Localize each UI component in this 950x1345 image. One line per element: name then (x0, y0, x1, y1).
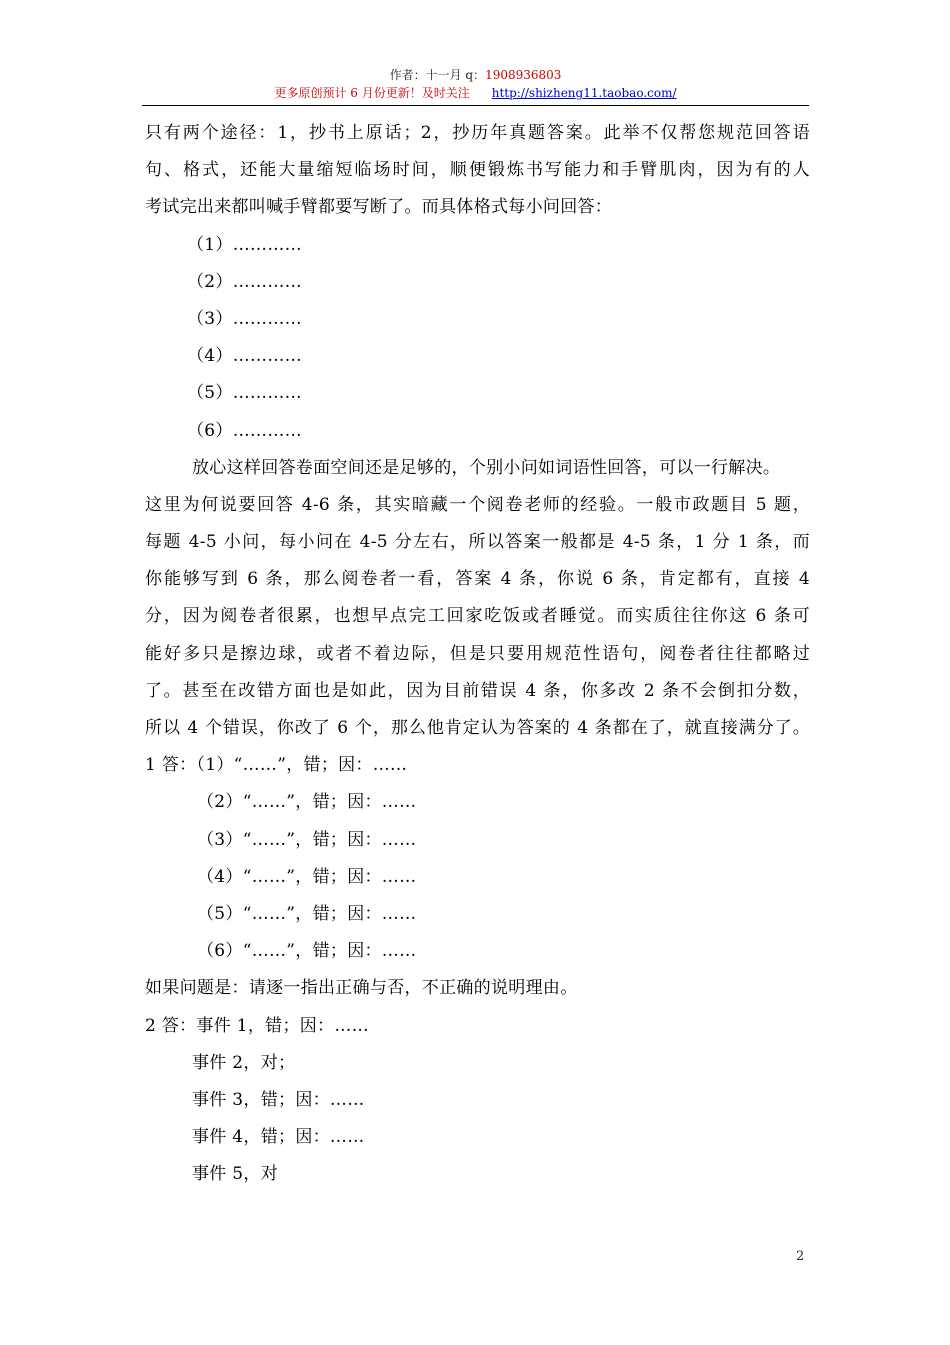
answer-line: 事件 4，错；因：…… (192, 1127, 365, 1148)
paragraph-line: 这里为何说要回答 4-6 条，其实暗藏一个阅卷老师的经验。一般市政题目 5 题， (145, 494, 810, 515)
paragraph-line: 能好多只是擦边球，或者不着边际，但是只要用规范性语句，阅卷者往往都略过 (145, 643, 810, 664)
author-line (142, 66, 809, 84)
answer-line: （5）“……”，错；因：…… (197, 903, 417, 924)
header-divider (142, 105, 809, 106)
list-item: （4）………… (187, 346, 302, 367)
paragraph-line: 分，因为阅卷者很累，也想早点完工回家吃饭或者睡觉。而实质往往你这 6 条可 (145, 606, 810, 627)
answer-line: （2）“……”，错；因：…… (197, 792, 417, 813)
list-item: （3）………… (187, 308, 302, 329)
document-body (145, 115, 810, 1193)
paragraph-line: 只有两个途径：1，抄书上原话；2，抄历年真题答案。此举不仅帮您规范回答语 (145, 123, 810, 143)
paragraph-line: 句、格式，还能大量缩短临场时间，顺便锻炼书写能力和手臂肌肉，因为有的人 (145, 160, 810, 181)
answer-line: （3）“……”，错；因：…… (197, 829, 417, 850)
shop-link[interactable]: http://shizheng11.taobao.com/ (491, 86, 677, 100)
list-item: （2）………… (187, 271, 302, 292)
answer-line: 2 答：事件 1，错；因：…… (145, 1015, 369, 1036)
paragraph-line: 考试完出来都叫喊手臂都要写断了。而具体格式每小问回答： (145, 197, 613, 218)
paragraph-line: 放心这样回答卷面空间还是足够的，个别小问如词语性回答，可以一行解决。 (192, 457, 781, 478)
paragraph-line: 了。甚至在改错方面也是如此，因为目前错误 4 条，你多改 2 条不会倒扣分数， (145, 680, 810, 701)
answer-line: 1 答：（1）“……”，错；因：…… (145, 755, 408, 776)
author-label: 作者：十一月 q： (389, 68, 486, 82)
paragraph-line: 如果问题是：请逐一指出正确与否，不正确的说明理由。 (145, 978, 578, 999)
page-number: 2 (796, 1249, 805, 1264)
answer-line: 事件 2，对； (192, 1052, 296, 1073)
paragraph-line: 每题 4-5 小问，每小问在 4-5 分左右，所以答案一般都是 4-5 条，1 分 1 条，而 (145, 532, 810, 553)
list-item: （5）………… (187, 383, 302, 404)
answer-line: （6）“……”，错；因：…… (197, 941, 417, 962)
answer-line: 事件 3，错；因：…… (192, 1089, 365, 1110)
answer-line: （4）“……”，错；因：…… (197, 866, 417, 887)
qq-number: 1908936803 (485, 68, 562, 82)
update-notice-line (142, 84, 809, 102)
paragraph-line: 你能够写到 6 条，那么阅卷者一看，答案 4 条，你说 6 条，肯定都有，直接 4 (145, 569, 810, 590)
answer-line: 事件 5，对 (192, 1164, 279, 1185)
update-notice: 更多原创预计 6 月份更新！及时关注 (274, 86, 470, 100)
list-item: （1）………… (187, 234, 302, 255)
page-header (142, 66, 809, 102)
list-item: （6）………… (187, 420, 302, 441)
paragraph-line: 所以 4 个错误，你改了 6 个，那么他肯定认为答案的 4 条都在了，就直接满分了。 (145, 718, 810, 738)
